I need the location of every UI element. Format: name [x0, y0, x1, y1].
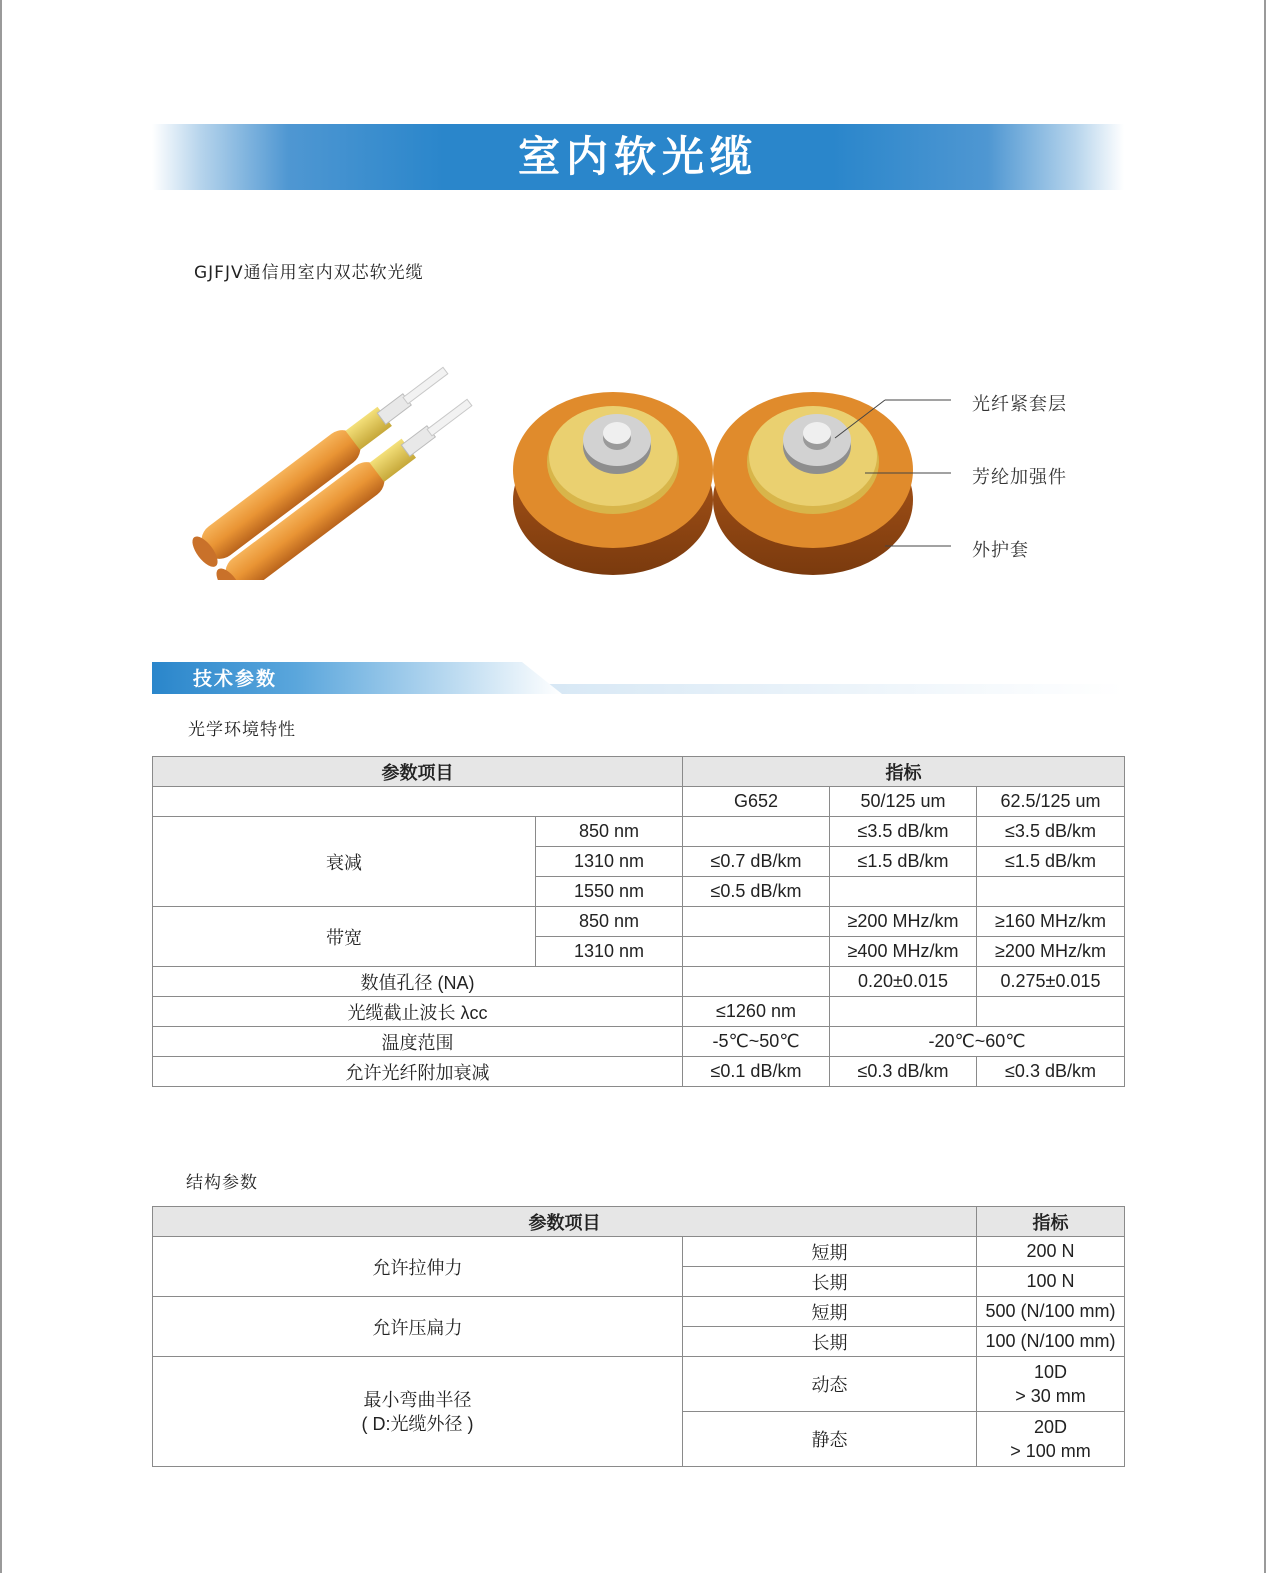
col-header-spec: 指标: [683, 757, 1125, 787]
table-cell: ≤1.5 dB/km: [830, 847, 977, 877]
table-cell: ≥200 MHz/km: [830, 907, 977, 937]
term-label: 短期: [683, 1237, 977, 1267]
table-row: [153, 1237, 1125, 1267]
row-label-attenuation: 衰减: [153, 817, 536, 907]
bend-label: 最小弯曲半径: [363, 1389, 472, 1410]
table-cell: ≤3.5 dB/km: [830, 817, 977, 847]
row-label-added-atten: 允许光纤附加衰减: [153, 1057, 683, 1087]
col-header-spec: 指标: [977, 1207, 1125, 1237]
table-cell: ≤0.3 dB/km: [977, 1057, 1125, 1087]
table-row: [153, 1357, 1125, 1412]
col-header-param: 参数项目: [153, 1207, 977, 1237]
bend-note: ( D:光缆外径 ): [361, 1413, 474, 1434]
cross-section-illustration: [505, 380, 955, 580]
table-cell: -5℃~50℃: [683, 1027, 830, 1057]
wavelength: 1310 nm: [536, 937, 683, 967]
bend-static-factor: 20D: [1033, 1417, 1068, 1437]
table-cell: [683, 907, 830, 937]
row-label-na: 数值孔径 (NA): [153, 967, 683, 997]
structural-table: [152, 1206, 1125, 1467]
optical-table: [152, 756, 1125, 1087]
table-cell: [977, 997, 1125, 1027]
table-cell: ≤0.1 dB/km: [683, 1057, 830, 1087]
label-aramid: 芳纶加强件: [972, 467, 1067, 488]
term-label: 长期: [683, 1327, 977, 1357]
section-title: 技术参数: [193, 668, 278, 690]
term-label: 短期: [683, 1297, 977, 1327]
table-cell: 0.20±0.015: [830, 967, 977, 997]
bend-dynamic-min: > 30 mm: [1015, 1386, 1086, 1406]
table-cell: [683, 967, 830, 997]
table-row: [153, 967, 1125, 997]
table-row: [153, 757, 1125, 787]
table-cell: [977, 1357, 1125, 1412]
table-cell: ≥160 MHz/km: [977, 907, 1125, 937]
table-cell: [830, 997, 977, 1027]
row-label-cutoff: 光缆截止波长 λcc: [153, 997, 683, 1027]
table-cell: ≥200 MHz/km: [977, 937, 1125, 967]
row-label-temp: 温度范围: [153, 1027, 683, 1057]
table-row: [153, 907, 1125, 937]
term-label: 长期: [683, 1267, 977, 1297]
table-cell: ≤3.5 dB/km: [977, 817, 1125, 847]
bend-dynamic-factor: 10D: [1033, 1362, 1068, 1382]
table-cell: ≤1.5 dB/km: [977, 847, 1125, 877]
table-cell: [977, 1412, 1125, 1467]
label-tight-buffer: 光纤紧套层: [972, 394, 1067, 415]
title-banner: [152, 124, 1124, 190]
fiber-type: G652: [683, 787, 830, 817]
table-cell: [830, 877, 977, 907]
page-title: 室内软光缆: [517, 132, 758, 181]
product-name: GJFJV通信用室内双芯软光缆: [194, 263, 424, 283]
fiber-type: 62.5/125 um: [977, 787, 1125, 817]
table-cell: 200 N: [977, 1237, 1125, 1267]
table-cell: ≤0.5 dB/km: [683, 877, 830, 907]
section-band: [152, 662, 1124, 694]
row-label-tensile: 允许拉伸力: [153, 1237, 683, 1297]
term-label: 动态: [683, 1357, 977, 1412]
table-cell: 0.275±0.015: [977, 967, 1125, 997]
table-row: [153, 1027, 1125, 1057]
table-cell: [977, 877, 1125, 907]
table-row: [153, 1057, 1125, 1087]
table-cell: ≤0.7 dB/km: [683, 847, 830, 877]
structural-heading: 结构参数: [186, 1173, 258, 1193]
table-cell: 100 N: [977, 1267, 1125, 1297]
row-label-bend: [153, 1357, 683, 1467]
row-label-crush: 允许压扁力: [153, 1297, 683, 1357]
table-row: [153, 787, 1125, 817]
fiber-type: 50/125 um: [830, 787, 977, 817]
table-row: [153, 1207, 1125, 1237]
optical-heading: 光学环境特性: [188, 720, 296, 740]
table-row: [153, 997, 1125, 1027]
term-label: 静态: [683, 1412, 977, 1467]
table-cell: [683, 937, 830, 967]
table-cell: ≤1260 nm: [683, 997, 830, 1027]
table-cell: ≥400 MHz/km: [830, 937, 977, 967]
bend-static-min: > 100 mm: [1010, 1441, 1091, 1461]
table-row: [153, 817, 1125, 847]
wavelength: 1550 nm: [536, 877, 683, 907]
table-row: [153, 1297, 1125, 1327]
table-cell: [683, 817, 830, 847]
table-cell: 500 (N/100 mm): [977, 1297, 1125, 1327]
wavelength: 1310 nm: [536, 847, 683, 877]
table-cell: -20℃~60℃: [830, 1027, 1125, 1057]
label-jacket: 外护套: [972, 540, 1029, 561]
table-cell: 100 (N/100 mm): [977, 1327, 1125, 1357]
col-header-param: 参数项目: [153, 757, 683, 787]
wavelength: 850 nm: [536, 817, 683, 847]
wavelength: 850 nm: [536, 907, 683, 937]
table-cell: ≤0.3 dB/km: [830, 1057, 977, 1087]
cable-illustration: [180, 330, 500, 580]
row-label-bandwidth: 带宽: [153, 907, 536, 967]
